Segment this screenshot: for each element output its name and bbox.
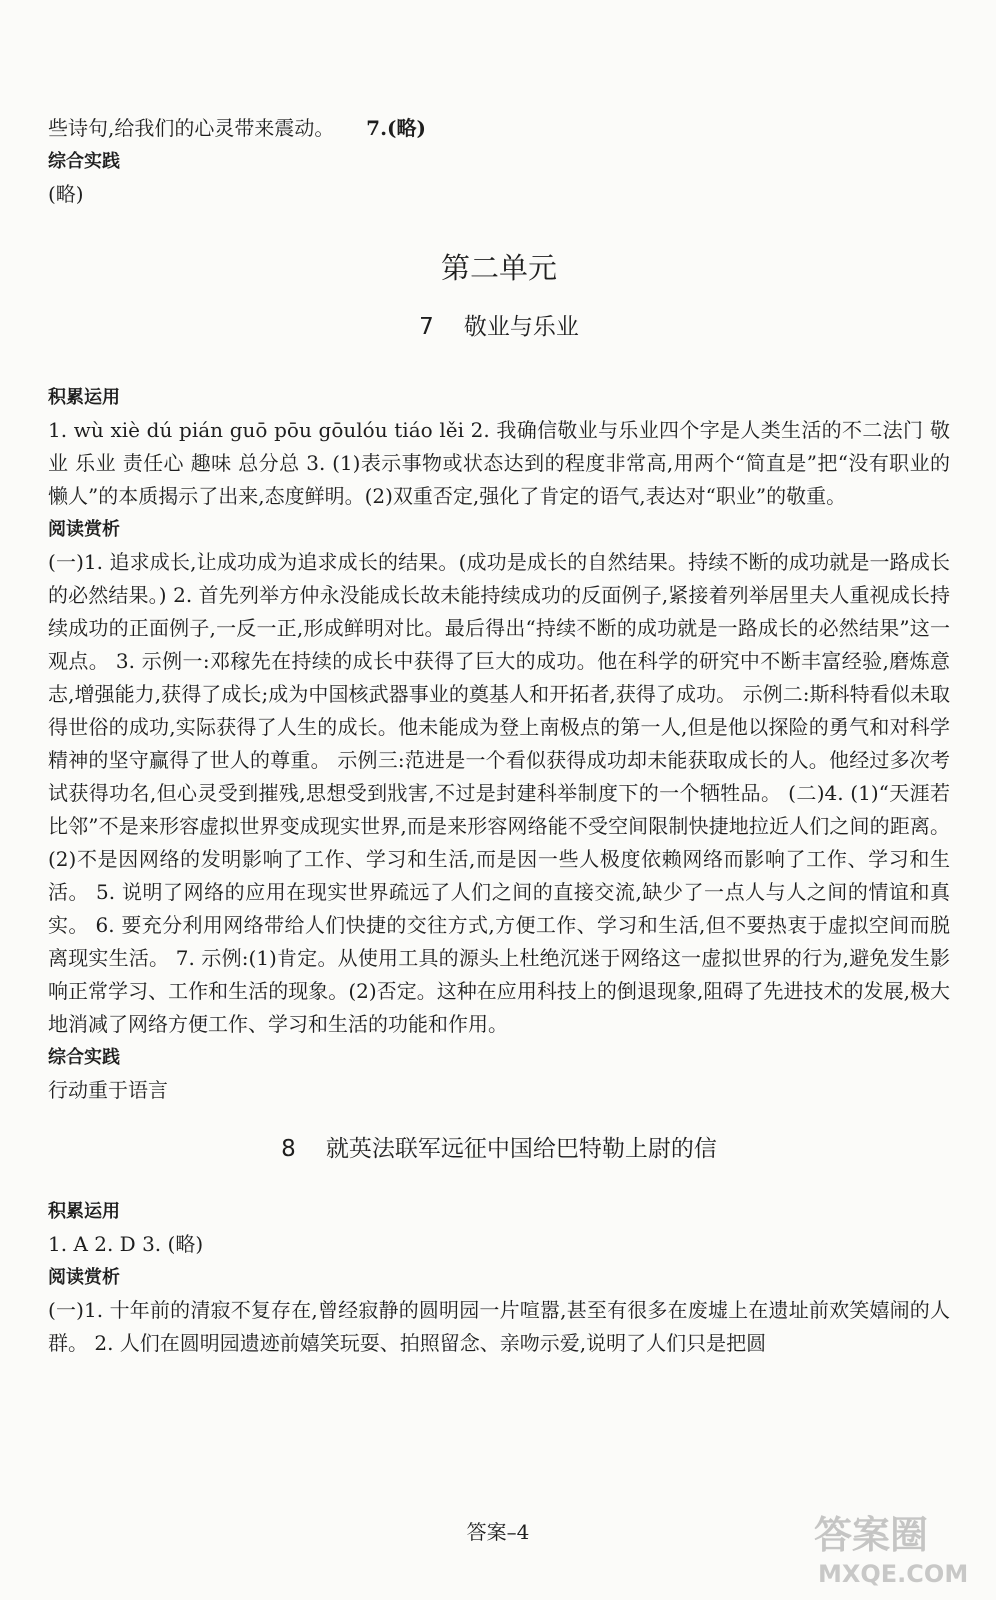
lesson8-title — [48, 1129, 950, 1169]
lesson8-reading-text: (一)1. 十年前的清寂不复存在,曾经寂静的圆明园一片喧嚣,甚至有很多在废墟上在遗址前欢笑嬉闹的人群。 2. 人们在圆明园遗迹前嬉笑玩耍、拍照留念、亲吻示爱,说明了人们只是把圆 — [48, 1298, 950, 1355]
intro-q7: 7.(略) — [366, 116, 426, 140]
lesson7-accumulate-text: 1. wù xiè dú pián guō pōu gōulóu tiáo lěi 2. 我确信敬业与乐业四个字是人类生活的不二法门 敬业 乐业 责任心 趣味 总分总 3. (1)表示事物或状态达到的程度非常高,用两个“简直是”把“没有职业的懒人”的本质揭示了出来,态度鲜明。(2)双重否定,强化了肯定的语气,表达对“职业”的敬重。 — [48, 418, 950, 508]
page-footer: 答案–4 — [466, 1520, 530, 1544]
lesson7-accumulate-heading: 积累运用 — [48, 387, 120, 408]
lesson8-reading-heading: 阅读赏析 — [48, 1267, 120, 1288]
practice-heading: 综合实践 — [48, 151, 120, 172]
lesson7-number: 7 — [419, 314, 434, 340]
practice-text: (略) — [48, 182, 84, 206]
unit-title: 第二单元 — [440, 251, 557, 285]
watermark-url: MXQE.COM — [818, 1560, 969, 1588]
lesson8-name: 就英法联军远征中国给巴特勒上尉的信 — [325, 1136, 717, 1162]
lesson8-number: 8 — [281, 1136, 296, 1162]
lesson7-reading-text: (一)1. 追求成长,让成功成为追求成长的结果。(成功是成长的自然结果。持续不断的成功就是一路成长的必然结果。) 2. 首先列举方仲永没能成长故未能持续成功的反面例子,紧接着列举居里夫人重视成长持续成功的正面例子,一反一正,形成鲜明对比。最后得出“持续不断的成功就是一路成长的必然结果”这一观点。 3. 示例一:邓稼先在持续的成长中获得了巨大的成功。他在科学的研究中不断丰富经验,磨炼意志,增强能力,获得了成长;成为中国核武器事业的奠基人和开拓者,获得了成功。 示例二:斯科特看似未取得世俗的成功,实际获得了人生的成长。他未能成为登上南极点的第一人,但是他以探险的勇气和对科学精神的坚守赢得了世人的尊重。 示例三:范进是一个看似获得成功却未能获取成长的人。他经过多次考试获得功名,但心灵受到摧残,思想受到戕害,不过是封建科举制度下的一个牺牲品。 (二)4. (1)“天涯若比邻”不是来形容虚拟世界变成现实世界,而是来形容网络能不受空间限制快捷地拉近人们之间的距离。 (2)不是因网络的发明影响了工作、学习和生活,而是因一些人极度依赖网络而影响了工作、学习和生活。 5. 说明了网络的应用在现实世界疏远了人们之间的直接交流,缺少了一点人与人之间的情谊和真实。 6. 要充分利用网络带给人们快捷的交往方式,方便工作、学习和生活,但不要热衷于虚拟空间而脱离现实生活。 7. 示例:(1)肯定。从使用工具的源头上杜绝沉迷于网络这一虚拟世界的行为,避免发生影响正常学习、工作和生活的现象。(2)否定。这种在应用科技上的倒退现象,阻碍了先进技术的发展,极大地消减了网络方便工作、学习和生活的功能和作用。 — [48, 550, 950, 1036]
intro-line — [48, 112, 950, 145]
watermark-logo — [808, 1508, 978, 1590]
page-content — [48, 112, 950, 1360]
lesson7-title — [48, 307, 950, 347]
watermark-title: 答案圈 — [814, 1513, 929, 1557]
intro-text: 些诗句,给我们的心灵带来震动。 — [48, 116, 335, 140]
lesson7-practice-heading: 综合实践 — [48, 1047, 120, 1068]
lesson8-accumulate-heading: 积累运用 — [48, 1201, 120, 1222]
lesson7-practice-text: 行动重于语言 — [48, 1078, 168, 1102]
lesson8-accumulate-text: 1. A 2. D 3. (略) — [48, 1232, 204, 1256]
lesson7-name: 敬业与乐业 — [463, 314, 579, 340]
lesson7-reading-heading: 阅读赏析 — [48, 519, 120, 540]
